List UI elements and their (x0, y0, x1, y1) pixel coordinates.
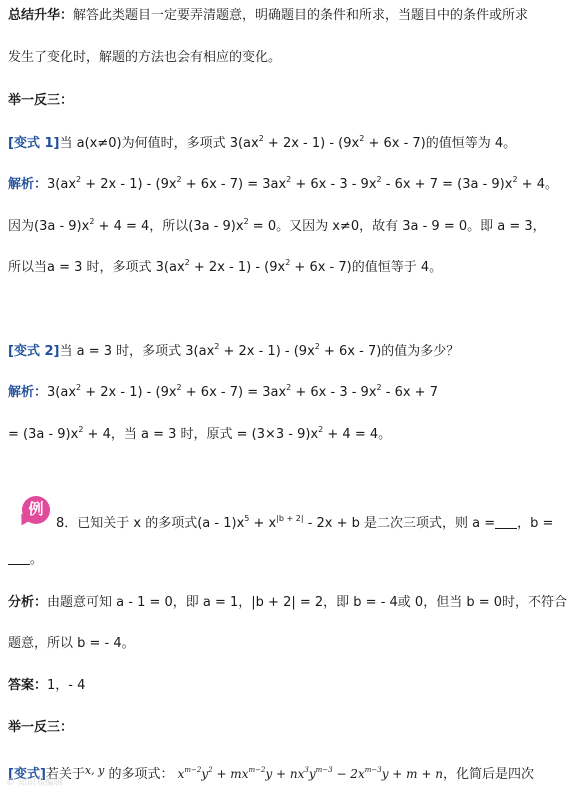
variant1-line3: 因为$(3a - 9)x^2 + 4 = 4$，所以$(3a - 9)x^2 = 0$。又因为 x≠0，故有 3a - 9 = 0。即 a = 3， (8, 217, 546, 234)
formula-exp: m−3 (364, 766, 382, 774)
variant1-l4-part: + 2x - 1) - (9x (189, 260, 286, 275)
summary-line-1 (8, 7, 528, 25)
formula-part: y + m + n (381, 767, 443, 781)
summary-text-2: 发生了变化时，解题的方法也会有相应的变化。 (8, 50, 282, 65)
variant2-q-part: 当 a = 3 时，多项式 3(ax (59, 344, 215, 359)
example-analysis-2 (8, 635, 135, 653)
example-question (56, 515, 553, 533)
variant2-analysis-label: 解析： (8, 385, 48, 400)
example-q-part: 8．已知关于 x 的多项式(a - 1)x (56, 516, 245, 531)
variant1-q-part: + 2x - 1) - (9x (263, 136, 360, 151)
variant1-a-part: + 4。 (517, 177, 558, 192)
variant1-a-part: + 6x - 7) = 3ax (181, 177, 287, 192)
variant1-l4-part: 所以当a = 3 时，多项式 3(ax (8, 260, 185, 275)
variant1-analysis-label: 解析： (8, 177, 48, 192)
variant1-question: [变式 1]当 a(x≠0)为何值时，多项式 $3(ax^2 + 2x - 1) - (9x^2 + 6x - 7)$的值恒等为 4。 (8, 134, 517, 151)
jufan-heading-2: 举一反三： (8, 720, 74, 735)
variant-last-tag: [变式] (8, 767, 46, 782)
summary-line-2 (8, 49, 281, 67)
formula-exp: m−3 (315, 766, 333, 774)
variant1-a-part: + 2x - 1) - (9x (81, 177, 177, 192)
example-analysis-text: 题意，所以 b = - 4。 (8, 636, 135, 651)
variant-last-text: 若关于 (45, 767, 85, 782)
formula-exp: 2 (208, 766, 213, 774)
formula-exp: 3 (304, 766, 309, 774)
variant1-line4: 所以当a = 3 时，多项式 $3(ax^2 + 2x - 1) - (9x^2 + 6x - 7)$的值恒等于 4。 (8, 258, 443, 275)
variant1-l3-part: + 4 = 4，所以(3a - 9)x (94, 219, 244, 234)
formula-part: + mx (212, 767, 249, 781)
variant1-analysis: 解析：$3(ax^2 + 2x - 1) - (9x^2 + 6x - 7) = 3ax^2 + 6x - 3 - 9x^2 - 6x + 7 = (3a - 9)x^2 + 4$。 (8, 175, 558, 192)
watermark: © 知识易编辑 (6, 778, 63, 788)
example-analysis-label: 分析： (8, 595, 48, 610)
example-answer-text: 1，- 4 (47, 678, 86, 693)
example-answer (8, 677, 85, 695)
variant2-line2: = $(3a - 9)x^2 + 4$，当 a = 3 时，原式 = $(3\times 3 - 9)x^2 + 4 = 4$。 (8, 425, 392, 442)
jufan-heading-1: 举一反三： (8, 93, 74, 108)
example-analysis-text: 由题意可知 a - 1 = 0，即 a = 1，|b + 2| = 2，即 b = - 4或 0，但当 b = 0时，不符合 (47, 595, 568, 610)
variant2-a-part: + 2x - 1) - (9x (81, 385, 177, 400)
polynomial-formula (178, 767, 443, 781)
example-analysis-1 (8, 594, 567, 612)
formula-exp: m−2 (248, 766, 266, 774)
example-q-part: - 2x + b 是二次三项式，则 a = (303, 516, 496, 531)
formula-part: − 2x (332, 767, 365, 781)
variant2-tag: [变式 2] (8, 344, 60, 359)
variant1-l3-part: 因为(3a - 9)x (8, 219, 90, 234)
example-question-end (8, 551, 43, 569)
variant-last-text: 的多项式： (108, 767, 174, 782)
variant2-q-part: + 2x - 1) - (9x (219, 344, 315, 359)
answer-blank-a[interactable] (495, 516, 517, 529)
variant2-q-part: + 6x - 7)的值为多少？ (319, 344, 460, 359)
example-q-part: ，b = (517, 516, 554, 531)
variant1-l3-part: = 0。又因为 x≠0，故有 3a - 9 = 0。即 a = 3， (248, 219, 546, 234)
variant2-a-part: + 6x - 7) = 3ax (181, 385, 287, 400)
example-exp: |b + 2| (276, 514, 304, 523)
variant-last-text: ，化简后是四次 (442, 767, 534, 782)
example-q-part: 。 (30, 552, 44, 567)
variant2-a-part: - 6x + 7 (381, 385, 438, 400)
variant2-l2-part: + 4，当 a = 3 时，原式 = (3×3 - 9)x (83, 427, 319, 442)
variant1-a-part: 3(ax (47, 177, 77, 192)
variant1-a-part: + 6x - 3 - 9x (291, 177, 377, 192)
formula-part: y (308, 767, 316, 781)
variant2-a-part: + 6x - 3 - 9x (291, 385, 377, 400)
formula-exp: m−2 (184, 766, 202, 774)
example-badge-icon: 例 (22, 496, 50, 524)
variant2-a-part: 3(ax (47, 385, 77, 400)
variant2-question: [变式 2]当 a = 3 时，多项式 $3(ax^2 + 2x - 1) - (9x^2 + 6x - 7)$的值为多少？ (8, 342, 460, 359)
example-answer-label: 答案： (8, 678, 48, 693)
variant2-analysis: 解析：$3(ax^2 + 2x - 1) - (9x^2 + 6x - 7) = 3ax^2 + 6x - 3 - 9x^2 - 6x + 7$ (8, 383, 438, 400)
summary-text-1: 解答此类题目一定要弄清题意，明确题目的条件和所求，当题目中的条件或所求 (73, 8, 529, 23)
summary-label: 总结升华： (8, 8, 74, 23)
answer-blank-b[interactable] (8, 552, 30, 565)
formula-part: y + nx (265, 767, 305, 781)
variant2-l2-part: + 4 = 4。 (323, 427, 392, 442)
example-q-part: + x (249, 516, 277, 531)
variant1-q-part: 当 a(x≠0)为何值时，多项式 3(ax (59, 136, 259, 151)
formula-part: x (177, 767, 185, 781)
example-exp: 5 (244, 514, 250, 523)
variant-last-question (8, 762, 534, 784)
variant2-l2-part: = (3a - 9)x (8, 427, 79, 442)
variant1-l4-part: + 6x - 7)的值恒等于 4。 (290, 260, 443, 275)
formula-part: y (201, 767, 209, 781)
variant1-q-part: + 6x - 7)的值恒等为 4。 (364, 136, 517, 151)
variant-last-vars: x, y (84, 764, 105, 777)
variant1-a-part: - 6x + 7 = (3a - 9)x (381, 177, 513, 192)
variant1-tag: [变式 1] (8, 136, 60, 151)
